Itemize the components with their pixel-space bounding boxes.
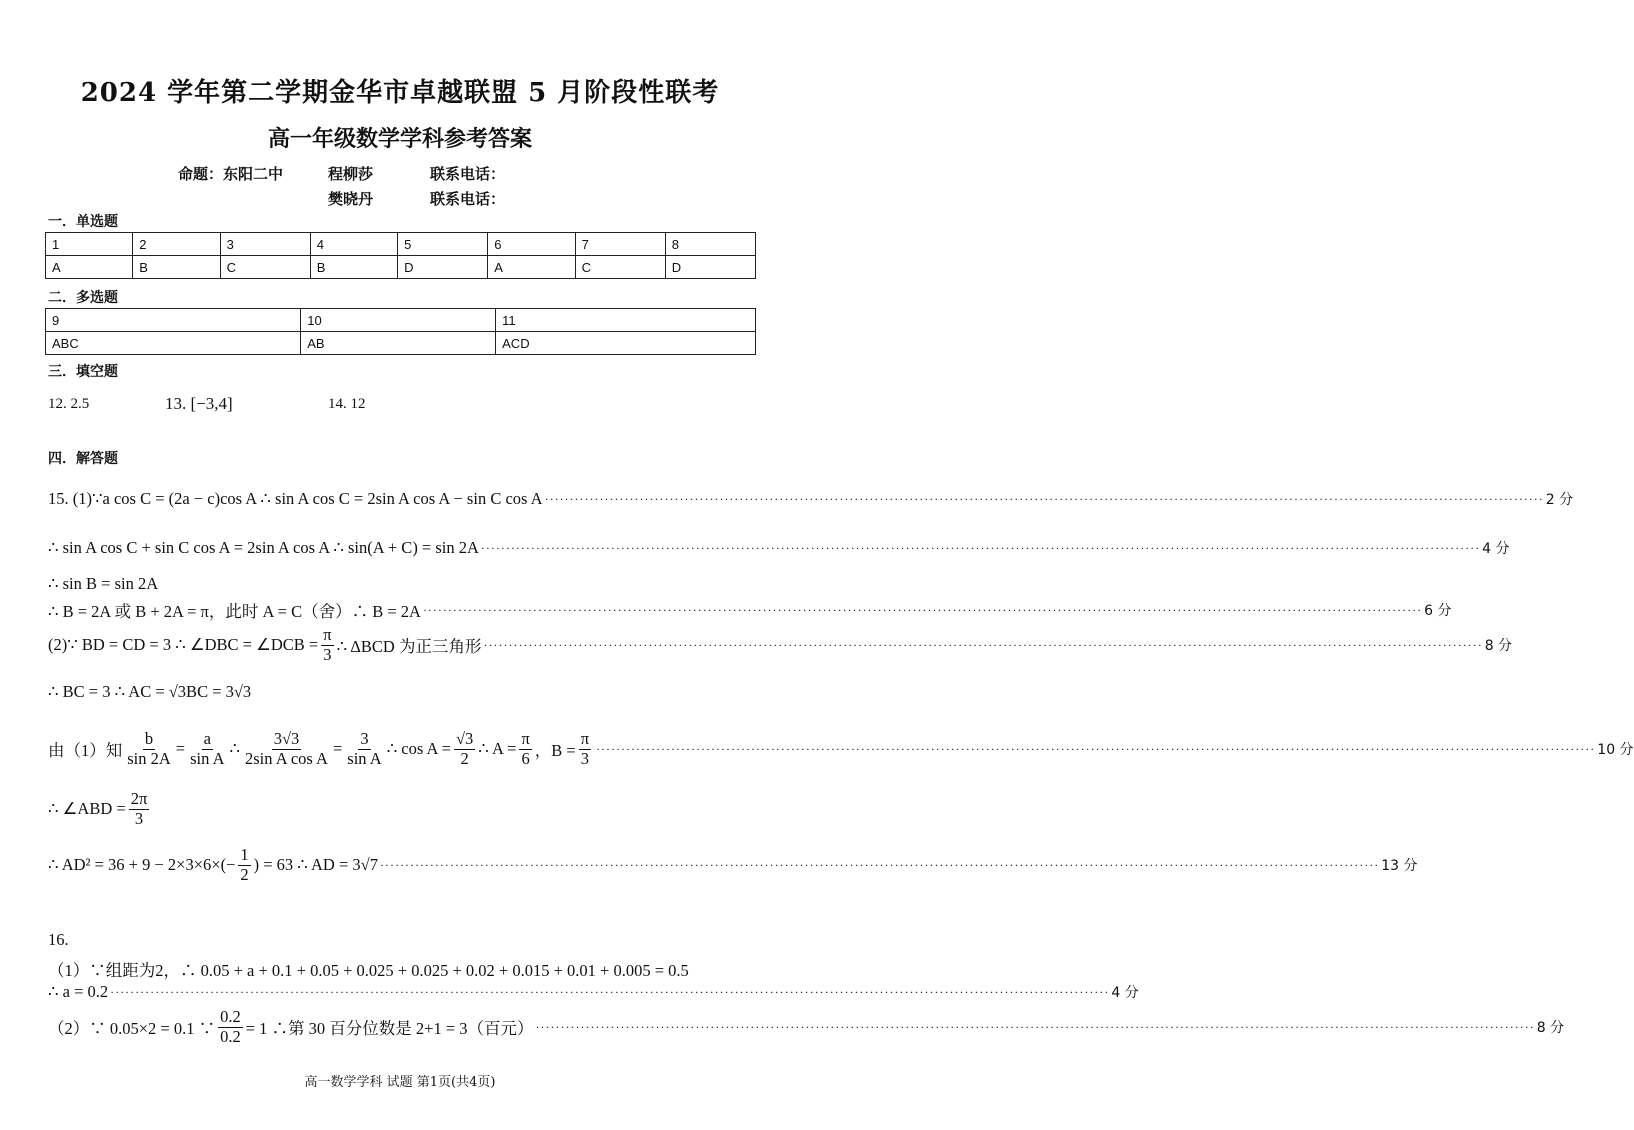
score-label: 8 分 [1484, 638, 1513, 655]
author-name-1: 程柳莎 [328, 165, 374, 183]
math-text: a cos C = (2a − c)cos A ∴ sin A cos C = 2sin A cos A − sin C cos A [102, 489, 543, 508]
math-text: ∴ B = 2A 或 B + 2A = π，此时 A = C（舍）∴ B = 2A [48, 602, 421, 621]
dotted-leader: ········································································································································································································ [483, 637, 1483, 652]
math-text: ∴ ∠ABD = [48, 799, 126, 819]
dotted-leader: ········································································································································································································ [480, 540, 1481, 555]
table-cell: 5 [398, 233, 488, 256]
table-cell: 3 [220, 233, 310, 256]
fraction [321, 626, 333, 665]
fraction-numerator: √3 [455, 729, 474, 748]
math-text: （1）∵组距为2，∴ 0.05 + a + 0.1 + 0.05 + 0.025 + 0.025 + 0.02 + 0.015 + 0.01 + 0.005 = 0.5 [48, 961, 689, 980]
table-cell: 10 [301, 309, 496, 332]
fraction-numerator: a [203, 729, 211, 748]
author-name-2: 樊晓丹 [328, 190, 374, 208]
math-expression [48, 489, 543, 509]
math-text: (2)∵ BD = CD = 3 ∴ ∠DBC = ∠DCB = [48, 635, 319, 655]
table-cell: ACD [496, 332, 756, 355]
fraction-numerator: 2π [130, 789, 148, 808]
table-cell: B [310, 256, 397, 279]
table-cell: ABC [46, 332, 301, 355]
fraction-denominator: 2 [240, 864, 249, 884]
fill-answer-12: 12. 2.5 [48, 396, 90, 412]
fraction [125, 730, 173, 769]
fraction [519, 730, 531, 769]
math-text: 由（1）知 [48, 741, 123, 761]
math-expression [48, 957, 689, 981]
fraction-numerator: π [580, 729, 590, 748]
table-cell: 6 [488, 233, 575, 256]
section-single-choice: 一．单选题 [48, 214, 118, 230]
table-row [46, 256, 756, 279]
fraction-numerator: π [521, 729, 530, 748]
phone-label-2: 联系电话： [430, 190, 506, 208]
fraction-numerator: 3 [360, 729, 369, 748]
table-cell: D [398, 256, 488, 279]
math-expression [48, 538, 479, 558]
table-cell: 7 [575, 233, 665, 256]
fraction-denominator: 2 [460, 748, 469, 768]
score-label: 2 分 [1545, 492, 1574, 508]
fraction-denominator: sin A [347, 748, 382, 768]
fraction [129, 790, 150, 829]
dotted-leader: ········································································································································································································ [379, 857, 1380, 872]
fraction [579, 730, 591, 769]
math-expression [48, 982, 108, 1002]
fraction [238, 846, 250, 885]
score-label: 6 分 [1424, 603, 1452, 619]
dotted-leader: ········································································································································································································ [544, 491, 1544, 506]
math-text: ∴ A = [478, 739, 517, 759]
score-label: 8 分 [1536, 1020, 1565, 1037]
section-fill-in: 三．填空题 [48, 364, 118, 380]
fraction-denominator: 3 [323, 644, 332, 664]
score-label: 4 分 [1482, 541, 1510, 557]
math-text: = [332, 739, 343, 759]
math-text: ) = 63 ∴ AD = 3√7 [253, 855, 378, 875]
table-cell: C [575, 256, 665, 279]
fraction-denominator: 2sin A cos A [245, 748, 328, 768]
section-multi-choice: 二．多选题 [48, 290, 118, 306]
fraction [188, 730, 226, 769]
math-expression [48, 790, 152, 829]
fraction [218, 1008, 243, 1047]
math-text: ∴ sin A cos C + sin C cos A = 2sin A cos A ∴ sin(A + C) = sin 2A [48, 538, 479, 557]
table-cell: 8 [665, 233, 755, 256]
math-text: ∴ BC = 3 ∴ AC = √3BC = 3√3 [48, 682, 252, 701]
fraction-numerator: 3√3 [273, 729, 300, 748]
math-text: ∴ cos A = [386, 739, 451, 759]
math-text: （2）∵ 0.05×2 = 0.1 ∵ [48, 1019, 216, 1039]
math-expression [48, 682, 251, 702]
math-expression [48, 930, 69, 950]
fraction [454, 730, 475, 769]
solution-line [48, 574, 748, 594]
table-cell: D [665, 256, 755, 279]
fraction [345, 730, 383, 769]
fraction-denominator: 3 [134, 808, 144, 828]
fraction [243, 730, 330, 769]
table-cell: A [46, 256, 133, 279]
dotted-leader: ········································································································································································································ [535, 1019, 1535, 1034]
table-cell: B [133, 256, 220, 279]
math-text: 16. [48, 930, 69, 949]
math-expression [48, 846, 378, 885]
math-expression [48, 1008, 534, 1047]
math-expression [48, 730, 594, 769]
fraction-denominator: 0.2 [220, 1026, 241, 1046]
fraction-denominator: 3 [580, 748, 590, 768]
single-choice-table [45, 232, 756, 279]
math-expression [48, 574, 158, 594]
score-label: 10 分 [1597, 742, 1634, 759]
page-title: 2024 学年第二学期金华市卓越联盟 5 月阶段性联考 [80, 78, 720, 108]
math-text: ∴ [229, 739, 240, 759]
fill-answer-14: 14. 12 [328, 396, 366, 412]
fraction-denominator: sin 2A [127, 748, 171, 768]
phone-label-1: 联系电话： [430, 165, 506, 183]
math-text: ∴ AD² = 36 + 9 − 2×3×6×(− [48, 855, 236, 875]
solution-line [48, 625, 1513, 665]
fraction-numerator: 1 [240, 845, 249, 864]
table-cell: 9 [46, 309, 301, 332]
table-cell: 4 [310, 233, 397, 256]
solution-line [48, 682, 748, 702]
solution-line [48, 845, 1418, 885]
table-row [46, 309, 756, 332]
multi-choice-table [45, 308, 756, 355]
table-cell: 2 [133, 233, 220, 256]
fraction-numerator: b [144, 729, 154, 748]
dotted-leader: ········································································································································································································ [596, 741, 1596, 756]
math-text: ，B = [534, 741, 576, 761]
math-text: ∴ sin B = sin 2A [48, 574, 159, 593]
math-expression [48, 598, 421, 622]
fill-answer-13: 13. [−3,4] [165, 394, 233, 413]
table-row [46, 332, 756, 355]
solution-line [48, 598, 1452, 622]
table-cell: AB [301, 332, 496, 355]
fraction-denominator: 6 [521, 748, 530, 768]
math-text: = [175, 739, 186, 759]
dotted-leader: ········································································································································································································ [422, 602, 1423, 617]
table-cell: 1 [46, 233, 133, 256]
solution-line [48, 982, 1139, 1002]
section-solutions: 四．解答题 [48, 451, 118, 467]
table-cell: 11 [496, 309, 756, 332]
solution-line [48, 729, 1634, 769]
solution-line [48, 1007, 1565, 1047]
page-subtitle: 高一年级数学学科参考答案 [267, 126, 532, 152]
fraction-numerator: π [323, 625, 332, 644]
solution-line [48, 957, 748, 981]
fraction-denominator: sin A [190, 748, 225, 768]
math-expression [48, 626, 481, 665]
solution-line [48, 790, 748, 829]
score-label: 4 分 [1111, 985, 1139, 1001]
solution-line [48, 930, 748, 950]
math-text: = 1 ∴第 30 百分位数是 2+1 = 3（百元） [245, 1019, 534, 1039]
table-cell: A [488, 256, 575, 279]
table-cell: C [220, 256, 310, 279]
solution-line [48, 538, 1510, 558]
dotted-leader: ········································································································································································································ [110, 984, 1110, 999]
score-label: 13 分 [1381, 858, 1418, 875]
solution-line [48, 489, 1574, 509]
page-footer: 高一数学学科 试题 第1页(共4页) [304, 1075, 496, 1090]
author-school: 命题：东阳二中 [178, 165, 284, 183]
math-text: ∴ ΔBCD 为正三角形 [336, 637, 482, 657]
math-text: 15. (1)∵ [48, 489, 103, 508]
fraction-numerator: 0.2 [220, 1007, 241, 1026]
math-text: ∴ a = 0.2 [48, 982, 109, 1001]
table-row [46, 233, 756, 256]
